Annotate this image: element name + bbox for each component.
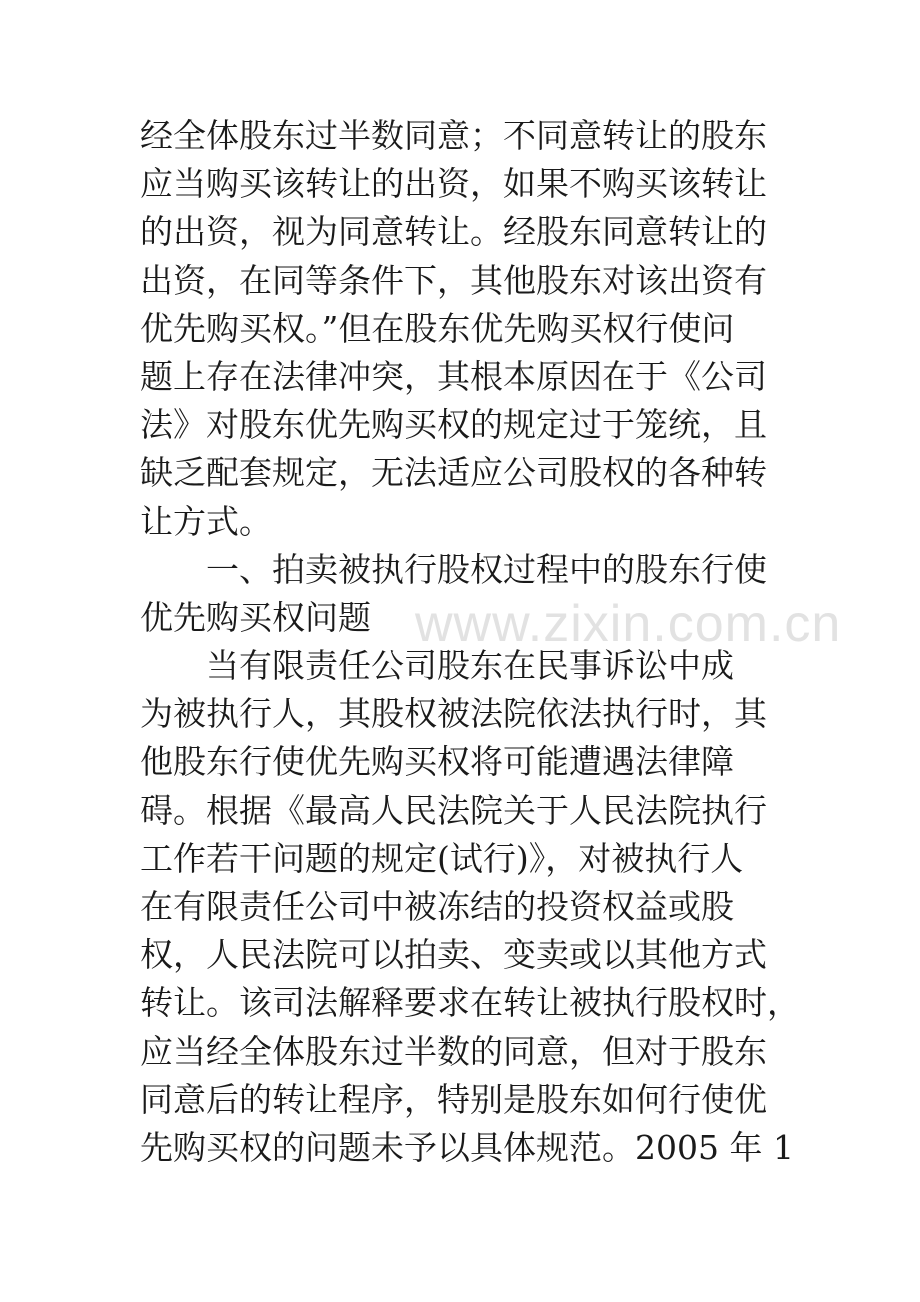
- text-line: 权，人民法院可以拍卖、变卖或以其他方式: [140, 935, 767, 975]
- text-line: 优先购买权。”但在股东优先购买权行使问: [140, 308, 735, 348]
- watermark: www.zixin.com.cn: [415, 595, 842, 653]
- text-line: 缺乏配套规定，无法适应公司股权的各种转: [140, 453, 767, 493]
- text-line: 在有限责任公司中被冻结的投资权益或股: [140, 887, 734, 926]
- text-line: 经全体股东过半数同意；不同意转让的股东: [140, 116, 767, 155]
- text-line: 先购买权的问题未予以具体规范。2005 年 1: [140, 1127, 794, 1167]
- text-line: 题上存在法律冲突，其根本原因在于《公司: [140, 356, 767, 396]
- text-line: 让方式。: [140, 501, 272, 541]
- text-line: 法》对股东优先购买权的规定过于笼统，且: [140, 405, 767, 445]
- section-heading-line: 优先购买权问题: [140, 597, 371, 637]
- text-line: 转让。该司法解释要求在转让被执行股权时，: [140, 983, 800, 1023]
- text-line: 工作若干问题的规定(试行)》，对被执行人: [140, 838, 744, 878]
- text-line: 为被执行人，其股权被法院依法执行时，其: [140, 694, 767, 734]
- text-line: 出资，在同等条件下，其他股东对该出资有: [140, 260, 767, 300]
- text-line: 当有限责任公司股东在民事诉讼中成: [206, 646, 734, 686]
- text-line: 他股东行使优先购买权将可能遭遇法律障: [140, 742, 734, 782]
- section-heading-line: 一、拍卖被执行股权过程中的股东行使: [206, 549, 767, 589]
- body-text: [140, 112, 800, 1172]
- text-line: 同意后的转让程序，特别是股东如何行使优: [140, 1079, 767, 1119]
- text-line: 应当经全体股东过半数的同意，但对于股东: [140, 1031, 767, 1071]
- text-line: 碍。根据《最高人民法院关于人民法院执行: [140, 790, 767, 830]
- text-line: 应当购买该转让的出资，如果不购买该转让: [140, 164, 767, 204]
- text-line: 的出资，视为同意转让。经股东同意转让的: [140, 212, 767, 252]
